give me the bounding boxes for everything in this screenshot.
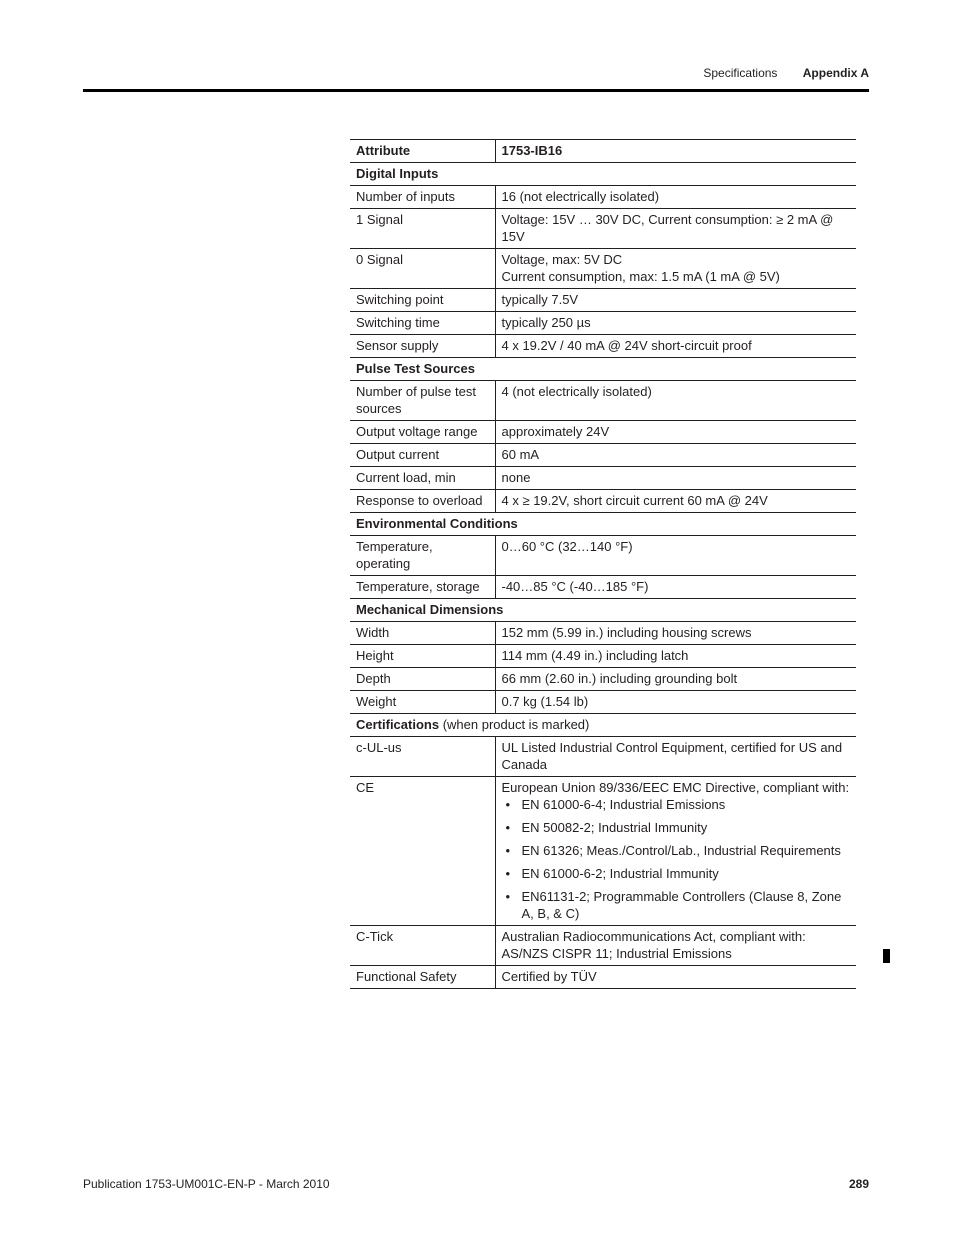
value-cell bbox=[495, 444, 856, 467]
value-cell bbox=[495, 467, 856, 490]
header-rule bbox=[83, 89, 869, 92]
header-appendix-label: Appendix A bbox=[802, 66, 869, 80]
value-cell bbox=[495, 966, 856, 989]
attribute-cell: 1 Signal bbox=[350, 209, 495, 249]
table-row bbox=[350, 289, 856, 312]
section-title: Pulse Test Sources bbox=[356, 361, 475, 376]
value-cell bbox=[495, 777, 856, 926]
page-number: 289 bbox=[848, 1177, 869, 1191]
table-row bbox=[350, 335, 856, 358]
bullet-list bbox=[502, 796, 851, 922]
value-cell bbox=[495, 335, 856, 358]
value-line: typically 7.5V bbox=[501, 292, 579, 307]
attribute-cell: Height bbox=[350, 645, 495, 668]
section-title-cell bbox=[350, 163, 856, 186]
section-title: Certifications bbox=[356, 717, 440, 732]
value-line: typically 250 µs bbox=[501, 315, 591, 330]
attribute-cell: CE bbox=[350, 777, 495, 926]
section-title-cell bbox=[350, 714, 856, 737]
attribute-cell: Switching point bbox=[350, 289, 495, 312]
value-line: Australian Radiocommunications Act, compliant with: bbox=[501, 929, 806, 944]
attribute-cell: Functional Safety bbox=[350, 966, 495, 989]
table-row bbox=[350, 691, 856, 714]
value-cell bbox=[495, 668, 856, 691]
value-line: 0…60 °C (32…140 °F) bbox=[501, 539, 633, 554]
attribute-cell: C-Tick bbox=[350, 926, 495, 966]
section-row bbox=[350, 513, 856, 536]
value-line: 60 mA bbox=[501, 447, 540, 462]
table-row bbox=[350, 421, 856, 444]
attribute-cell: Weight bbox=[350, 691, 495, 714]
table-header-row bbox=[350, 140, 856, 163]
table-row bbox=[350, 249, 856, 289]
value-cell bbox=[495, 645, 856, 668]
spec-table bbox=[350, 139, 856, 989]
table-row bbox=[350, 381, 856, 421]
value-line: UL Listed Industrial Control Equipment, certified for US and Canada bbox=[501, 740, 843, 772]
value-line: Voltage, max: 5V DC bbox=[501, 252, 623, 267]
value-line: 4 x ≥ 19.2V, short circuit current 60 mA @ 24V bbox=[501, 493, 768, 508]
section-title: Environmental Conditions bbox=[356, 516, 518, 531]
value-cell bbox=[495, 536, 856, 576]
value-cell bbox=[495, 926, 856, 966]
value-cell bbox=[495, 249, 856, 289]
value-line: 0.7 kg (1.54 lb) bbox=[501, 694, 589, 709]
attribute-cell: Temperature, storage bbox=[350, 576, 495, 599]
value-cell bbox=[495, 737, 856, 777]
table-row bbox=[350, 467, 856, 490]
column-header-value: 1753-IB16 bbox=[495, 140, 856, 163]
value-line: Voltage: 15V … 30V DC, Current consumption: ≥ 2 mA @ 15V bbox=[501, 212, 834, 244]
table-row bbox=[350, 312, 856, 335]
value-line: European Union 89/336/EEC EMC Directive, compliant with: bbox=[501, 780, 850, 795]
table-row bbox=[350, 668, 856, 691]
attribute-cell: Width bbox=[350, 622, 495, 645]
attribute-cell: Sensor supply bbox=[350, 335, 495, 358]
value-line: -40…85 °C (-40…185 °F) bbox=[501, 579, 649, 594]
change-bar bbox=[883, 949, 890, 963]
attribute-cell: Output voltage range bbox=[350, 421, 495, 444]
value-line: 114 mm (4.49 in.) including latch bbox=[501, 648, 689, 663]
value-line: AS/NZS CISPR 11; Industrial Emissions bbox=[501, 946, 732, 961]
value-line: Current consumption, max: 1.5 mA (1 mA @ 5V) bbox=[501, 269, 780, 284]
attribute-cell: Number of pulse test sources bbox=[350, 381, 495, 421]
list-item: • EN 61000-6-4; Industrial Emissions bbox=[516, 796, 851, 813]
running-header bbox=[703, 66, 869, 80]
attribute-cell: Response to overload bbox=[350, 490, 495, 513]
value-cell bbox=[495, 381, 856, 421]
value-line: 152 mm (5.99 in.) including housing screws bbox=[501, 625, 752, 640]
value-cell bbox=[495, 312, 856, 335]
section-note: (when product is marked) bbox=[439, 717, 590, 732]
value-line: approximately 24V bbox=[501, 424, 610, 439]
table-row bbox=[350, 209, 856, 249]
value-line: 4 x 19.2V / 40 mA @ 24V short-circuit proof bbox=[501, 338, 752, 353]
header-section-title: Specifications bbox=[703, 66, 778, 80]
footer-publication: Publication 1753-UM001C-EN-P - March 2010 bbox=[83, 1177, 330, 1191]
section-title-cell bbox=[350, 599, 856, 622]
table-row bbox=[350, 536, 856, 576]
attribute-cell: Output current bbox=[350, 444, 495, 467]
spec-table-body bbox=[350, 140, 856, 989]
table-row bbox=[350, 186, 856, 209]
table-row bbox=[350, 777, 856, 926]
value-cell bbox=[495, 576, 856, 599]
value-cell bbox=[495, 691, 856, 714]
section-title-cell bbox=[350, 358, 856, 381]
column-header-attribute: Attribute bbox=[350, 140, 495, 163]
table-row bbox=[350, 444, 856, 467]
table-row bbox=[350, 737, 856, 777]
table-row bbox=[350, 622, 856, 645]
value-cell bbox=[495, 490, 856, 513]
value-cell bbox=[495, 186, 856, 209]
list-item: • EN61131-2; Programmable Controllers (Clause 8, Zone A, B, & C) bbox=[516, 888, 851, 922]
list-item: • EN 61326; Meas./Control/Lab., Industrial Requirements bbox=[516, 842, 851, 859]
attribute-cell: Switching time bbox=[350, 312, 495, 335]
section-row bbox=[350, 599, 856, 622]
attribute-cell: Depth bbox=[350, 668, 495, 691]
attribute-cell: Number of inputs bbox=[350, 186, 495, 209]
section-title: Digital Inputs bbox=[356, 166, 439, 181]
value-line: Certified by TÜV bbox=[501, 969, 597, 984]
value-cell bbox=[495, 289, 856, 312]
value-cell bbox=[495, 622, 856, 645]
section-row bbox=[350, 163, 856, 186]
section-title-cell bbox=[350, 513, 856, 536]
value-line: 16 (not electrically isolated) bbox=[501, 189, 660, 204]
table-row bbox=[350, 490, 856, 513]
section-row bbox=[350, 714, 856, 737]
value-line: none bbox=[501, 470, 531, 485]
table-row bbox=[350, 926, 856, 966]
value-cell bbox=[495, 421, 856, 444]
attribute-cell: c-UL-us bbox=[350, 737, 495, 777]
value-cell bbox=[495, 209, 856, 249]
table-row bbox=[350, 645, 856, 668]
value-line: 66 mm (2.60 in.) including grounding bolt bbox=[501, 671, 738, 686]
attribute-cell: Temperature, operating bbox=[350, 536, 495, 576]
attribute-cell: Current load, min bbox=[350, 467, 495, 490]
value-line: 4 (not electrically isolated) bbox=[501, 384, 652, 399]
table-row bbox=[350, 966, 856, 989]
section-title: Mechanical Dimensions bbox=[356, 602, 504, 617]
attribute-cell: 0 Signal bbox=[350, 249, 495, 289]
list-item: • EN 50082-2; Industrial Immunity bbox=[516, 819, 851, 836]
list-item: • EN 61000-6-2; Industrial Immunity bbox=[516, 865, 851, 882]
section-row bbox=[350, 358, 856, 381]
table-row bbox=[350, 576, 856, 599]
